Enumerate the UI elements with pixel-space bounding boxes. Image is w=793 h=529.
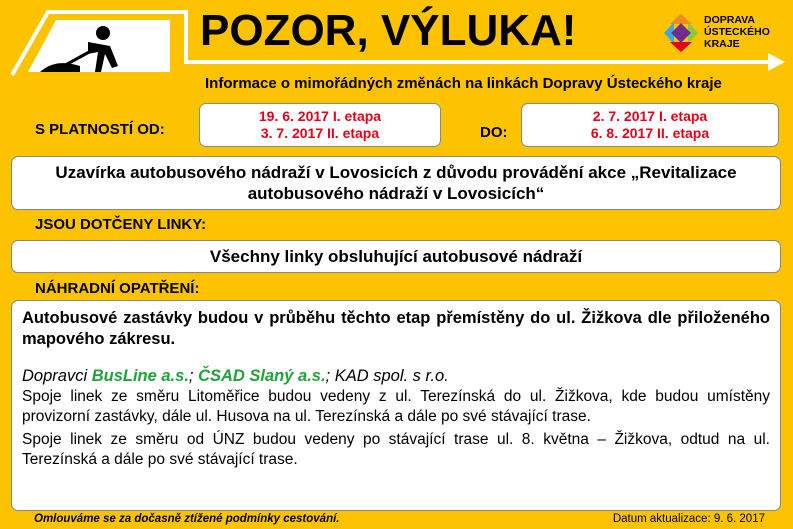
valid-from-stage1: 19. 6. 2017 I. etapa [258, 108, 382, 124]
measures-intro: Autobusové zastávky budou v průběhu těchto etap přemístěny do ul. Žižkova dle přiloženého mapového zákresu. [22, 309, 770, 348]
logo-arrows-icon [662, 12, 700, 54]
brand-logo [662, 10, 772, 56]
logo-text-1: DOPRAVA [704, 14, 755, 26]
footer-apology: Omlouváme se za dočasně ztížené podmínky cestování. [34, 513, 340, 525]
road-work-icon [28, 20, 170, 72]
valid-to-stage1: 2. 7. 2017 I. etapa [592, 108, 708, 124]
footer-updated: Datum aktualizace: 9. 6. 2017 [612, 513, 765, 525]
measures-box [11, 300, 781, 511]
measures-para-2: Spoje linek ze směru od ÚNZ budou vedeny po stávající trase ul. 8. května – Žižkova, odtud na ul. Terezínská a dále po své stávající trase. [22, 431, 770, 468]
affected-lines-box [11, 240, 781, 273]
page-subtitle: Informace o mimořádných změnách na linkách Dopravy Ústeckého kraje [205, 75, 722, 92]
logo-text-2: ÚSTECKÉHO [704, 26, 770, 38]
measures-label: NÁHRADNÍ OPATŘENÍ: [35, 280, 200, 297]
logo-text-3: KRAJE [704, 38, 740, 50]
affected-lines-label: JSOU DOTČENY LINKY: [35, 216, 207, 233]
carrier-sep-1: ; [188, 367, 199, 385]
valid-to-stage2: 6. 8. 2017 II. etapa [590, 125, 710, 141]
affected-lines-value: Všechny linky obsluhující autobusové nádraží [209, 247, 583, 266]
closure-box [11, 156, 781, 210]
valid-to-label: DO: [480, 124, 508, 141]
valid-from-box [199, 103, 441, 147]
carriers-prefix: Dopravci [22, 367, 92, 385]
carrier-busline: BusLine a.s. [91, 367, 189, 385]
closure-line-1: Uzavírka autobusového nádraží v Lovosicích z důvodu provádění akce „Revitalizace [55, 163, 737, 182]
valid-from-label: S PLATNOSTÍ OD: [35, 121, 165, 138]
valid-from-stage2: 3. 7. 2017 II. etapa [260, 125, 380, 141]
carriers-line [22, 366, 770, 386]
measures-para-1: Spoje linek ze směru Litoměřice budou vedeny z ul. Terezínská do ul. Žižkova, kde budou umístěny provizorní zastávky, dále ul. Husova na ul. Terezínská a dále po své stávající trase. [22, 388, 770, 425]
valid-to-box [521, 103, 779, 147]
carrier-sep-2: ; [325, 367, 335, 385]
closure-line-2: autobusového nádraží v Lovosicích“ [247, 184, 545, 203]
carrier-kad: KAD spol. s r.o. [334, 367, 449, 385]
page-title: POZOR, VÝLUKA! [200, 6, 577, 55]
carrier-csad: ČSAD Slaný a.s. [198, 367, 326, 385]
